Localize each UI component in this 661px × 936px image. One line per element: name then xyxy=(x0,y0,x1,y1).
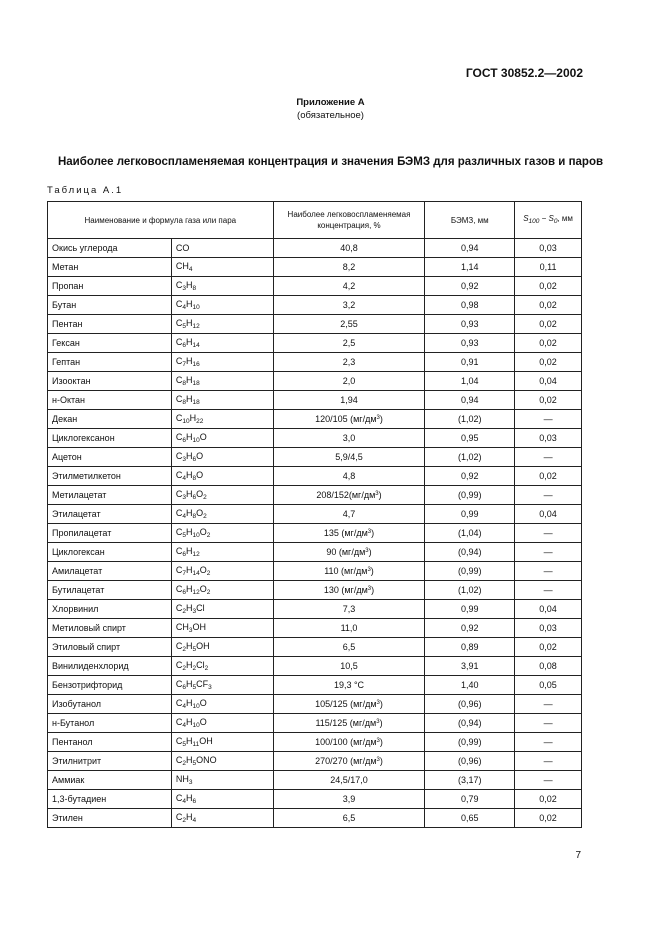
cell-substance-name: Амилацетат xyxy=(48,562,172,581)
cell-bemz: (1,02) xyxy=(425,581,515,600)
cell-concentration: 3,2 xyxy=(273,296,425,315)
cell-substance-name: Гептан xyxy=(48,353,172,372)
cell-concentration: 6,5 xyxy=(273,638,425,657)
document-code: ГОСТ 30852.2—2002 xyxy=(465,66,583,80)
table-row xyxy=(48,277,582,296)
cell-formula: $C_6H_{12}O_2$ xyxy=(171,581,273,600)
cell-bemz: 0,94 xyxy=(425,391,515,410)
cell-concentration: 270/270 $(мг/дм^3)$ xyxy=(273,752,425,771)
cell-formula: CO xyxy=(171,239,273,258)
cell-formula: $C_2H_5OH$ xyxy=(171,638,273,657)
table-row xyxy=(48,353,582,372)
cell-difference: 0,02 xyxy=(515,391,582,410)
cell-formula: $C_2H_5ONO$ xyxy=(171,752,273,771)
cell-difference: 0,04 xyxy=(515,372,582,391)
cell-formula: $C_8H_{18}$ xyxy=(171,372,273,391)
table-row xyxy=(48,619,582,638)
cell-concentration: 19,3 °C xyxy=(273,676,425,695)
cell-concentration: 1,94 xyxy=(273,391,425,410)
cell-difference: — xyxy=(515,448,582,467)
cell-bemz: 0,91 xyxy=(425,353,515,372)
cell-substance-name: Бутилацетат xyxy=(48,581,172,600)
cell-concentration: 4,2 xyxy=(273,277,425,296)
table-row xyxy=(48,467,582,486)
cell-bemz: 3,91 xyxy=(425,657,515,676)
section-heading: Наиболее легковоспламеняемая концентрация и значения БЭМЗ для различных газов и паров xyxy=(57,156,604,168)
cell-formula: $C_4H_{10}$ xyxy=(171,296,273,315)
cell-substance-name: Метан xyxy=(48,258,172,277)
cell-formula: $C_6H_{12}$ xyxy=(171,543,273,562)
cell-concentration: 7,3 xyxy=(273,600,425,619)
cell-bemz: (1,02) xyxy=(425,448,515,467)
table-row xyxy=(48,334,582,353)
table-row xyxy=(48,372,582,391)
cell-difference: 0,03 xyxy=(515,619,582,638)
cell-formula: $C_3H_6O$ xyxy=(171,448,273,467)
appendix-subtitle: (обязательное) xyxy=(297,110,364,121)
cell-substance-name: н-Октан xyxy=(48,391,172,410)
cell-substance-name: Окись углерода xyxy=(48,239,172,258)
cell-bemz: (0,99) xyxy=(425,486,515,505)
cell-bemz: 0,95 xyxy=(425,429,515,448)
cell-substance-name: Ацетон xyxy=(48,448,172,467)
cell-formula: $C_4H_{10}O$ xyxy=(171,714,273,733)
cell-concentration: 2,0 xyxy=(273,372,425,391)
table-body xyxy=(48,239,582,828)
cell-substance-name: Бутан xyxy=(48,296,172,315)
cell-substance-name: Аммиак xyxy=(48,771,172,790)
cell-bemz: 0,92 xyxy=(425,619,515,638)
table-row xyxy=(48,809,582,828)
cell-substance-name: Этилнитрит xyxy=(48,752,172,771)
table-row xyxy=(48,657,582,676)
cell-bemz: (0,99) xyxy=(425,562,515,581)
cell-bemz: 0,89 xyxy=(425,638,515,657)
gas-properties-table xyxy=(47,201,582,828)
cell-formula: $C_2H_2Cl_2$ xyxy=(171,657,273,676)
cell-formula: $C_4H_8O$ xyxy=(171,467,273,486)
cell-bemz: (0,96) xyxy=(425,695,515,714)
cell-bemz: 0,99 xyxy=(425,600,515,619)
cell-difference: — xyxy=(515,524,582,543)
cell-difference: — xyxy=(515,410,582,429)
cell-formula: $C_6H_{10}O$ xyxy=(171,429,273,448)
cell-difference: 0,02 xyxy=(515,277,582,296)
cell-difference: 0,05 xyxy=(515,676,582,695)
cell-difference: 0,02 xyxy=(515,638,582,657)
cell-difference: 0,11 xyxy=(515,258,582,277)
cell-bemz: 0,93 xyxy=(425,315,515,334)
cell-concentration: 10,5 xyxy=(273,657,425,676)
header-concentration: Наиболее легковоспламеняемая концентрация, % xyxy=(273,202,425,239)
table-label: Таблица А.1 xyxy=(47,185,124,196)
cell-difference: 0,02 xyxy=(515,353,582,372)
cell-formula: $NH_3$ xyxy=(171,771,273,790)
table-row xyxy=(48,790,582,809)
table-row xyxy=(48,410,582,429)
cell-concentration: 40,8 xyxy=(273,239,425,258)
table-row xyxy=(48,486,582,505)
cell-difference: 0,03 xyxy=(515,239,582,258)
cell-difference: — xyxy=(515,486,582,505)
cell-difference: 0,02 xyxy=(515,790,582,809)
cell-concentration: 24,5/17,0 xyxy=(273,771,425,790)
cell-substance-name: Метиловый спирт xyxy=(48,619,172,638)
cell-bemz: 0,79 xyxy=(425,790,515,809)
cell-difference: 0,02 xyxy=(515,334,582,353)
cell-difference: 0,04 xyxy=(515,600,582,619)
cell-difference: 0,04 xyxy=(515,505,582,524)
cell-formula: $C_6H_5CF_3$ xyxy=(171,676,273,695)
cell-substance-name: Этилметилкетон xyxy=(48,467,172,486)
cell-concentration: 110 $(мг/дм^3)$ xyxy=(273,562,425,581)
cell-concentration: 105/125 $(мг/дм^3)$ xyxy=(273,695,425,714)
cell-bemz: 0,99 xyxy=(425,505,515,524)
cell-bemz: 0,65 xyxy=(425,809,515,828)
cell-bemz: (0,99) xyxy=(425,733,515,752)
cell-substance-name: н-Бутанол xyxy=(48,714,172,733)
cell-formula: $C_7H_{16}$ xyxy=(171,353,273,372)
table-row xyxy=(48,771,582,790)
cell-bemz: 1,14 xyxy=(425,258,515,277)
header-diff-s100: $S_{100}$ xyxy=(523,214,540,225)
cell-concentration: 2,3 xyxy=(273,353,425,372)
cell-difference: 0,02 xyxy=(515,809,582,828)
cell-substance-name: Пентанол xyxy=(48,733,172,752)
cell-substance-name: Этилацетат xyxy=(48,505,172,524)
cell-concentration: 135 $(мг/дм^3)$ xyxy=(273,524,425,543)
cell-substance-name: Декан xyxy=(48,410,172,429)
cell-difference: 0,08 xyxy=(515,657,582,676)
cell-difference: — xyxy=(515,733,582,752)
cell-substance-name: Хлорвинил xyxy=(48,600,172,619)
table-row xyxy=(48,562,582,581)
appendix-header xyxy=(0,96,661,122)
cell-substance-name: Циклогексанон xyxy=(48,429,172,448)
table-header-row xyxy=(48,202,582,239)
cell-bemz: 0,92 xyxy=(425,277,515,296)
cell-formula: $C_5H_{12}$ xyxy=(171,315,273,334)
cell-bemz: (0,94) xyxy=(425,714,515,733)
cell-substance-name: Метилацетат xyxy=(48,486,172,505)
cell-difference: 0,03 xyxy=(515,429,582,448)
cell-bemz: 1,40 xyxy=(425,676,515,695)
cell-substance-name: Винилиденхлорид xyxy=(48,657,172,676)
cell-substance-name: Циклогексан xyxy=(48,543,172,562)
cell-concentration: 100/100 $(мг/дм^3)$ xyxy=(273,733,425,752)
cell-difference: — xyxy=(515,581,582,600)
cell-bemz: 0,93 xyxy=(425,334,515,353)
header-difference: $S_{100} - S_0$, мм xyxy=(515,202,582,239)
table-row xyxy=(48,448,582,467)
cell-concentration: 11,0 xyxy=(273,619,425,638)
table-row xyxy=(48,676,582,695)
cell-substance-name: Этилен xyxy=(48,809,172,828)
header-name-formula: Наименование и формула газа или пара xyxy=(48,202,274,239)
cell-difference: 0,02 xyxy=(515,315,582,334)
cell-formula: $CH_3OH$ xyxy=(171,619,273,638)
table-row xyxy=(48,505,582,524)
cell-formula: $C_4H_6$ xyxy=(171,790,273,809)
page-number: 7 xyxy=(575,850,581,861)
table-row xyxy=(48,543,582,562)
cell-substance-name: Гексан xyxy=(48,334,172,353)
cell-concentration: 130 $(мг/дм^3)$ xyxy=(273,581,425,600)
cell-concentration: 6,5 xyxy=(273,809,425,828)
cell-formula: $C_2H_4$ xyxy=(171,809,273,828)
cell-bemz: 0,94 xyxy=(425,239,515,258)
cell-concentration: 3,0 xyxy=(273,429,425,448)
cell-formula: $C_5H_{10}O_2$ xyxy=(171,524,273,543)
table-row xyxy=(48,600,582,619)
cell-formula: $C_5H_{11}OH$ xyxy=(171,733,273,752)
cell-concentration: 4,7 xyxy=(273,505,425,524)
cell-difference: — xyxy=(515,543,582,562)
table-row xyxy=(48,752,582,771)
cell-concentration: 115/125 $(мг/дм^3)$ xyxy=(273,714,425,733)
table-row xyxy=(48,714,582,733)
cell-concentration: 4,8 xyxy=(273,467,425,486)
cell-bemz: (0,96) xyxy=(425,752,515,771)
cell-substance-name: 1,3-бутадиен xyxy=(48,790,172,809)
cell-formula: $C_6H_{14}$ xyxy=(171,334,273,353)
appendix-title: Приложение А xyxy=(296,97,365,108)
table-row xyxy=(48,239,582,258)
cell-formula: $C_8H_{18}$ xyxy=(171,391,273,410)
cell-formula: $C_2H_3Cl$ xyxy=(171,600,273,619)
cell-substance-name: Бензотрифторид xyxy=(48,676,172,695)
cell-concentration: 2,55 xyxy=(273,315,425,334)
cell-formula: $C_3H_8$ xyxy=(171,277,273,296)
cell-substance-name: Пропан xyxy=(48,277,172,296)
cell-formula: $C_4H_{10}O$ xyxy=(171,695,273,714)
cell-formula: $C_{10}H_{22}$ xyxy=(171,410,273,429)
cell-concentration: 120/105 $(мг/дм^3)$ xyxy=(273,410,425,429)
table-row xyxy=(48,391,582,410)
header-bemz: БЭМЗ, мм xyxy=(425,202,515,239)
table-row xyxy=(48,296,582,315)
cell-difference: — xyxy=(515,695,582,714)
cell-formula: $C_3H_6O_2$ xyxy=(171,486,273,505)
cell-difference: — xyxy=(515,771,582,790)
cell-substance-name: Пропилацетат xyxy=(48,524,172,543)
cell-bemz: 0,92 xyxy=(425,467,515,486)
cell-difference: — xyxy=(515,714,582,733)
cell-substance-name: Пентан xyxy=(48,315,172,334)
table-row xyxy=(48,733,582,752)
table-row xyxy=(48,258,582,277)
cell-bemz: 1,04 xyxy=(425,372,515,391)
cell-formula: $C_7H_{14}O_2$ xyxy=(171,562,273,581)
cell-substance-name: Изобутанол xyxy=(48,695,172,714)
table-row xyxy=(48,429,582,448)
cell-concentration: 3,9 xyxy=(273,790,425,809)
cell-formula: $C_4H_8O_2$ xyxy=(171,505,273,524)
table-row xyxy=(48,524,582,543)
cell-substance-name: Этиловый спирт xyxy=(48,638,172,657)
table-row xyxy=(48,638,582,657)
cell-formula: $CH_4$ xyxy=(171,258,273,277)
cell-difference: — xyxy=(515,752,582,771)
cell-substance-name: Изооктан xyxy=(48,372,172,391)
cell-concentration: 2,5 xyxy=(273,334,425,353)
cell-difference: 0,02 xyxy=(515,296,582,315)
cell-concentration: $208/152(мг/дм^3)$ xyxy=(273,486,425,505)
cell-concentration: 5,9/4,5 xyxy=(273,448,425,467)
table-row xyxy=(48,695,582,714)
cell-bemz: (1,02) xyxy=(425,410,515,429)
cell-difference: 0,02 xyxy=(515,467,582,486)
cell-bemz: 0,98 xyxy=(425,296,515,315)
header-diff-s0: $S_0$ xyxy=(548,214,558,225)
cell-difference: — xyxy=(515,562,582,581)
cell-concentration: 8,2 xyxy=(273,258,425,277)
cell-bemz: (0,94) xyxy=(425,543,515,562)
table-row xyxy=(48,581,582,600)
cell-bemz: (1,04) xyxy=(425,524,515,543)
cell-concentration: 90 $(мг/дм^3)$ xyxy=(273,543,425,562)
table-row xyxy=(48,315,582,334)
cell-bemz: (3,17) xyxy=(425,771,515,790)
